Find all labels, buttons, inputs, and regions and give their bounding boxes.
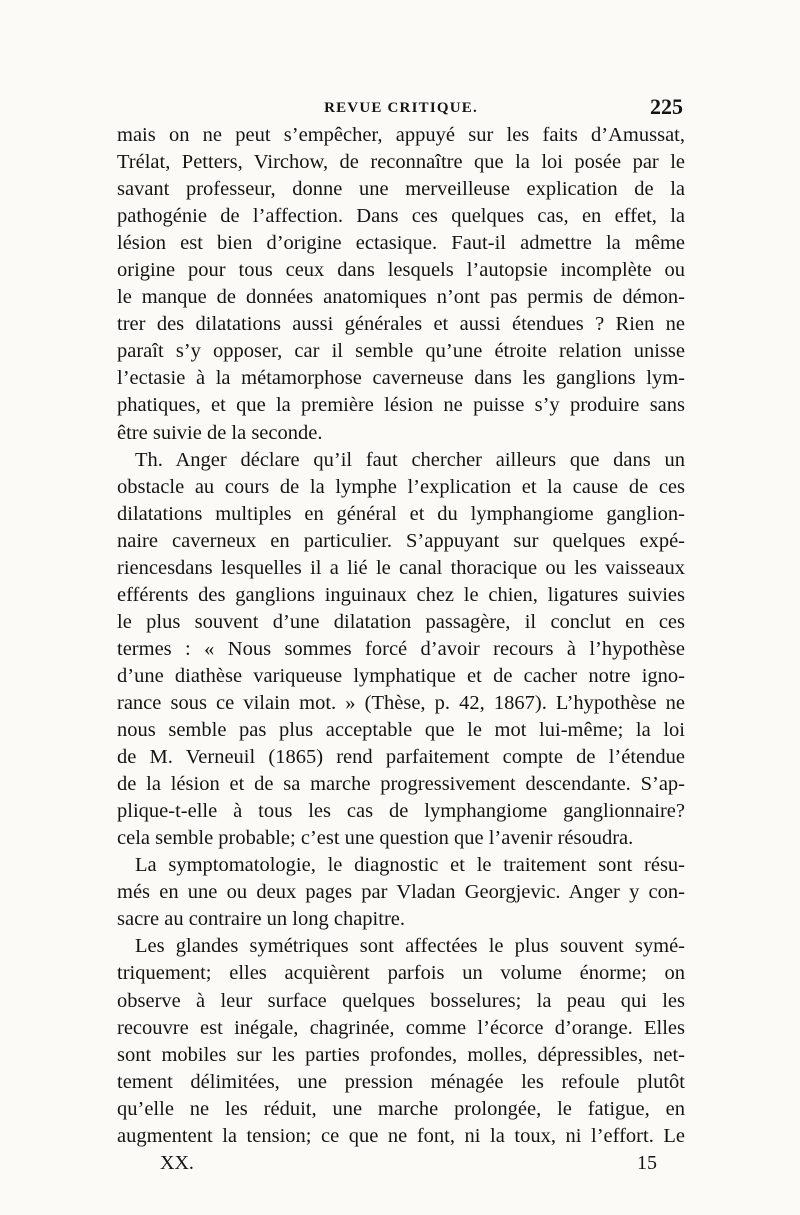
text-line: efférents des ganglions inguinaux chez le chien, ligatures suivies: [117, 583, 685, 606]
text-line: paraît s’y opposer, car il semble qu’une étroite relation unisse: [117, 340, 685, 363]
signature-mark: XX.: [160, 1152, 194, 1174]
text-line: sacre au contraire un long chapitre.: [117, 908, 406, 931]
text-line: rance sous ce vilain mot. » (Thèse, p. 42, 1867). L’hypothèse ne: [117, 691, 685, 714]
text-line: termes : « Nous sommes forcé d’avoir recours à l’hypothèse: [117, 637, 685, 660]
text-line: obstacle au cours de la lymphe l’explication et la cause de ces: [117, 475, 685, 498]
text-line: d’une diathèse variqueuse lymphatique et de cacher notre igno-: [117, 664, 685, 687]
text-line: être suivie de la seconde.: [117, 421, 323, 444]
text-line: l’ectasie à la métamorphose caverneuse dans les ganglions lym-: [117, 367, 685, 390]
page-number: 225: [650, 94, 683, 119]
text-line: recouvre est inégale, chagrinée, comme l’écorce d’orange. Elles: [117, 1016, 685, 1039]
text-line: dilatations multiples en général et du lymphangiome ganglion-: [117, 502, 685, 525]
text-line: sont mobiles sur les parties profondes, molles, dépressibles, net-: [117, 1043, 685, 1066]
text-line: origine pour tous ceux dans lesquels l’autopsie incomplète ou: [117, 259, 685, 282]
text-line: riencesdans lesquelles il a lié le canal thoracique ou les vaisseaux: [117, 556, 685, 579]
signature-number: 15: [637, 1152, 657, 1174]
page-footer: [160, 1152, 657, 1182]
text-line: le manque de données anatomiques n’ont pas permis de démon-: [117, 286, 685, 309]
running-title: REVUE CRITIQUE.: [324, 100, 478, 116]
text-line: més en une ou deux pages par Vladan Georgjevic. Anger y con-: [117, 881, 685, 904]
text-line: triquement; elles acquièrent parfois un volume énorme; on: [117, 962, 685, 985]
text-line: plique-t-elle à tous les cas de lymphangiome ganglionnaire?: [117, 800, 685, 823]
text-line: lésion est bien d’origine ectasique. Faut-il admettre la même: [117, 232, 685, 255]
text-line: naire caverneux en particulier. S’appuyant sur quelques expé-: [117, 529, 685, 552]
text-line: nous semble pas plus acceptable que le mot lui-même; la loi: [117, 719, 685, 742]
text-line: Trélat, Petters, Virchow, de reconnaître que la loi posée par le: [117, 151, 685, 174]
text-line: pathogénie de l’affection. Dans ces quelques cas, en effet, la: [117, 205, 685, 228]
text-line: tement délimitées, une pression ménagée les refoule plutôt: [117, 1070, 685, 1093]
text-line: La symptomatologie, le diagnostic et le traitement sont résu-: [135, 854, 685, 877]
text-line: savant professeur, donne une merveilleuse explication de la: [117, 178, 685, 201]
text-line: augmentent la tension; ce que ne font, ni la toux, ni l’effort. Le: [117, 1124, 685, 1147]
text-line: trer des dilatations aussi générales et aussi étendues ? Rien ne: [117, 313, 685, 336]
text-line: de la lésion et de sa marche progressivement descendante. S’ap-: [117, 773, 685, 796]
text-line: le plus souvent d’une dilatation passagère, il conclut en ces: [117, 610, 685, 633]
running-header: [117, 90, 685, 120]
body-text: [117, 122, 685, 1150]
text-line: qu’elle ne les réduit, une marche prolongée, le fatigue, en: [117, 1097, 685, 1120]
text-line: de M. Verneuil (1865) rend parfaitement compte de l’étendue: [117, 746, 685, 769]
text-line: phatiques, et que la première lésion ne puisse s’y produire sans: [117, 394, 685, 417]
text-line: observe à leur surface quelques bosselures; la peau qui les: [117, 989, 685, 1012]
text-line: Les glandes symétriques sont affectées le plus souvent symé-: [135, 935, 685, 958]
text-line: mais on ne peut s’empêcher, appuyé sur les faits d’Amussat,: [117, 124, 685, 146]
text-line: cela semble probable; c’est une question que l’avenir résoudra.: [117, 827, 634, 850]
text-line: Th. Anger déclare qu’il faut chercher ailleurs que dans un: [135, 448, 685, 471]
